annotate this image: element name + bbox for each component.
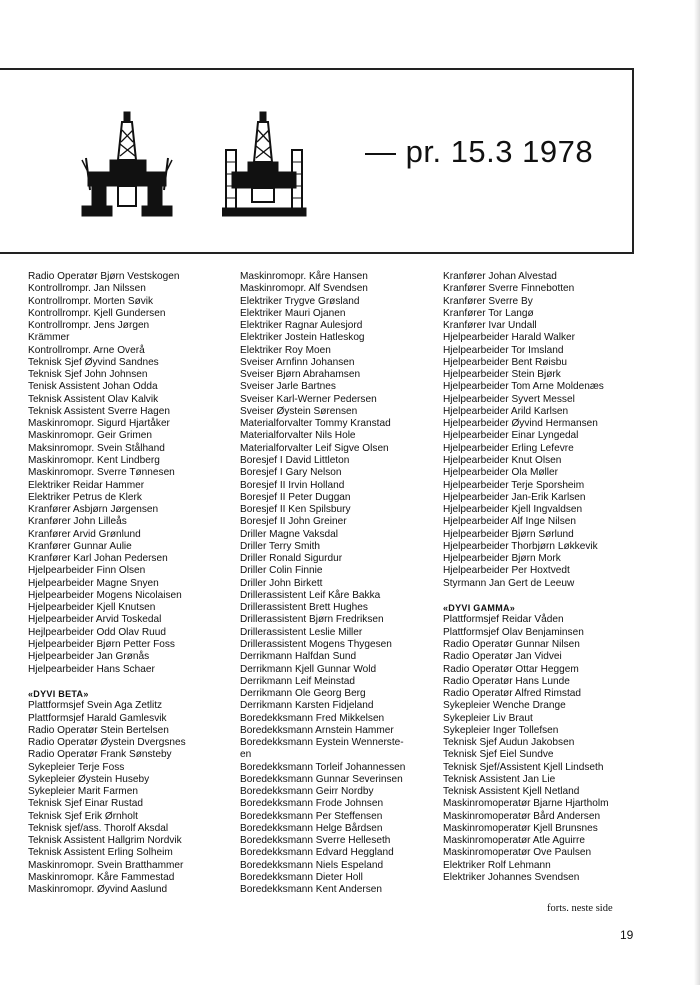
roster-entry: Kontrollrompr. Kjell Gundersen bbox=[28, 307, 166, 319]
roster-entry: Elektriker Roy Moen bbox=[240, 344, 331, 356]
roster-entry: Materialforvalter Nils Hole bbox=[240, 430, 356, 442]
roster-entry: Elektriker Rolf Lehmann bbox=[443, 859, 551, 871]
header-date: — pr. 15.3 1978 bbox=[365, 134, 594, 169]
spacer bbox=[28, 676, 233, 688]
roster-entry: Sykepleier Marit Farmen bbox=[28, 786, 138, 798]
roster-entry: Boredekksmann Gunnar Severinsen bbox=[240, 773, 403, 785]
roster-entry: Maksinromopr. Svein Stålhand bbox=[28, 442, 165, 454]
roster-entry: Plattformsjef Reidar Våden bbox=[443, 614, 564, 626]
roster-entry: Kranfører Tor Langø bbox=[443, 307, 534, 319]
roster-entry: Boredekksmann Niels Espeland bbox=[240, 859, 384, 871]
roster-entry: Hjelpearbeider Bjørn Petter Foss bbox=[28, 638, 175, 650]
roster-entry: Radio Operatør Hans Lunde bbox=[443, 675, 570, 687]
section-heading: «DYVI GAMMA» bbox=[443, 603, 516, 614]
roster-entry: Boresjef II John Greiner bbox=[240, 516, 347, 528]
roster-entry: Hejlpearbeider Odd Olav Ruud bbox=[28, 626, 167, 638]
roster-entry: Boresjef I Gary Nelson bbox=[240, 467, 342, 479]
roster-entry: Elektriker Johannes Svendsen bbox=[443, 872, 580, 884]
roster-entry: Teknisk Assistent Erling Solheim bbox=[28, 847, 173, 859]
roster-entry: Hjelpearbeider Harald Walker bbox=[443, 332, 576, 344]
roster-entry: Hjelpearbeider Syvert Messel bbox=[443, 393, 575, 405]
roster-entry: Teknisk Assistent Sverre Hagen bbox=[28, 405, 170, 417]
roster-entry: Boredekksmann Eystein Wennerste- bbox=[240, 737, 404, 749]
roster-entry: Boredekksmann Edvard Heggland bbox=[240, 847, 394, 859]
roster-entry: Radio Operatør Frank Sønsteby bbox=[28, 749, 172, 761]
roster-entry: Radio Operatør Øystein Dvergsnes bbox=[28, 737, 186, 749]
roster-entry: Maskinromopr. Sverre Tønnesen bbox=[28, 467, 175, 479]
roster-entry: Boredekksmann Arnstein Hammer bbox=[240, 724, 394, 736]
roster-entry: Hjelpearbeider Tom Arne Moldenæs bbox=[443, 381, 604, 393]
roster-entry: Hjelpearbeider Alf Inge Nilsen bbox=[443, 516, 576, 528]
roster-entry: Hjelpearbeider Stein Bjørk bbox=[443, 369, 561, 381]
roster-entry: Derrikmann Leif Meinstad bbox=[240, 675, 356, 687]
roster-entry: Kranfører Gunnar Aulie bbox=[28, 540, 132, 552]
roster-entry: Kranfører Sverre Finnebotten bbox=[443, 283, 575, 295]
roster-entry: Materialforvalter Leif Sigve Olsen bbox=[240, 442, 389, 454]
roster-entry: Styrmann Jan Gert de Leeuw bbox=[443, 577, 575, 589]
roster-entry: Kontrollrompr. Jens Jørgen bbox=[28, 320, 150, 332]
roster-entry: Elektriker Jostein Hatleskog bbox=[240, 332, 365, 344]
roster-entry: Hjelpearbeider Knut Olsen bbox=[443, 454, 562, 466]
roster-entry: Hjelpearbeider Terje Sporsheim bbox=[443, 479, 585, 491]
roster-entry: Hjelpearbeider Kjell Knutsen bbox=[28, 602, 156, 614]
roster-entry: Drillerassistent Mogens Thygesen bbox=[240, 638, 392, 650]
roster-entry: Drillerassistent Leif Kåre Bakka bbox=[240, 589, 381, 601]
roster-entry: Teknisk Sjef John Johnsen bbox=[28, 369, 148, 381]
roster-entry: Materialforvalter Tommy Kranstad bbox=[240, 418, 391, 430]
roster-entry: Teknisk sjef/ass. Thorolf Aksdal bbox=[28, 822, 169, 834]
roster-entry: Radio Operatør Stein Bertelsen bbox=[28, 724, 169, 736]
roster-entry: Maskinromopr. Øyvind Aaslund bbox=[28, 884, 168, 896]
roster-entry: Driller Magne Vaksdal bbox=[240, 528, 338, 540]
roster-entry: Hjelpearbeider Arvid Toskedal bbox=[28, 614, 162, 626]
roster-entry: Hjelpearbeider Thorbjørn Løkkevik bbox=[443, 540, 598, 552]
roster-column-3 bbox=[443, 271, 668, 884]
roster-entry: Maskinromoperatør Bård Andersen bbox=[443, 810, 601, 822]
roster-entry: Plattformsjef Olav Benjaminsen bbox=[443, 626, 584, 638]
roster-entry: Maskinromopr. Sigurd Hjartåker bbox=[28, 418, 170, 430]
roster-entry: Derrikmann Ole Georg Berg bbox=[240, 688, 366, 700]
roster-entry: Elektriker Reidar Hammer bbox=[28, 479, 145, 491]
roster-entry: en bbox=[240, 749, 252, 761]
roster-entry: Sykepleier Inger Tollefsen bbox=[443, 724, 559, 736]
roster-entry: Krämmer bbox=[28, 332, 70, 344]
roster-entry: Radio Operatør Alfred Rimstad bbox=[443, 688, 582, 700]
roster-entry: Hjelpearbeider Ola Møller bbox=[443, 467, 558, 479]
roster-entry: Hjelpearbeider Erling Lefevre bbox=[443, 442, 574, 454]
roster-entry: Radio Operatør Jan Vidvei bbox=[443, 651, 562, 663]
roster-entry: Hjelpearbeider Øyvind Hermansen bbox=[443, 418, 598, 430]
roster-entry: Hjelpearbeider Tor Imsland bbox=[443, 344, 564, 356]
roster-entry: Boredekksmann Fred Mikkelsen bbox=[240, 712, 385, 724]
roster-entry: Sykepleier Øystein Huseby bbox=[28, 773, 150, 785]
roster-entry: Boredekksmann Geirr Nordby bbox=[240, 786, 374, 798]
roster-entry: Teknisk Sjef Einar Rustad bbox=[28, 798, 144, 810]
section-heading: «DYVI BETA» bbox=[28, 689, 89, 700]
roster-entry: Boredekksmann Torleif Johannessen bbox=[240, 761, 406, 773]
page-number: 19 bbox=[620, 928, 634, 942]
roster-entry: Boredekksmann Kent Andersen bbox=[240, 884, 382, 896]
continued-note: forts. neste side bbox=[547, 903, 613, 914]
roster-entry: Boredekksmann Per Steffensen bbox=[240, 810, 383, 822]
roster-entry: Sykepleier Terje Foss bbox=[28, 761, 125, 773]
roster-entry: Teknisk Sjef/Assistent Kjell Lindseth bbox=[443, 761, 604, 773]
roster-entry: Boredekksmann Frode Johnsen bbox=[240, 798, 384, 810]
roster-entry: Kranfører Karl Johan Pedersen bbox=[28, 553, 168, 565]
roster-entry: Hjelpearbeider Bjørn Mork bbox=[443, 553, 561, 565]
roster-entry: Kranfører Arvid Grønlund bbox=[28, 528, 141, 540]
roster-entry: Hjelpearbeider Mogens Nicolaisen bbox=[28, 589, 182, 601]
roster-entry: Teknisk Sjef Øyvind Sandnes bbox=[28, 356, 159, 368]
roster-entry: Derrikmann Kjell Gunnar Wold bbox=[240, 663, 377, 675]
roster-entry: Drillerassistent Leslie Miller bbox=[240, 626, 363, 638]
roster-entry: Hjelpearbeider Bent Røisbu bbox=[443, 356, 567, 368]
roster-entry: Plattformsjef Svein Aga Zetlitz bbox=[28, 700, 163, 712]
roster-entry: Derrikmann Karsten Fidjeland bbox=[240, 700, 374, 712]
roster-entry: Elektriker Petrus de Klerk bbox=[28, 491, 142, 503]
page-edge bbox=[694, 0, 700, 985]
roster-entry: Sveiser Bjørn Abrahamsen bbox=[240, 369, 361, 381]
roster-entry: Sveiser Øystein Sørensen bbox=[240, 405, 358, 417]
roster-entry: Radio Operatør Ottar Heggem bbox=[443, 663, 579, 675]
roster-entry: Maskinromoperatør Atle Aguirre bbox=[443, 835, 585, 847]
roster-entry: Maskinromoperatør Kjell Brunsnes bbox=[443, 822, 598, 834]
roster-entry: Boresjef I David Littleton bbox=[240, 454, 350, 466]
roster-entry: Teknisk Assistent Hallgrim Nordvik bbox=[28, 835, 182, 847]
header-box bbox=[0, 68, 634, 254]
roster-entry: Hjelpearbeider Kjell Ingvaldsen bbox=[443, 504, 583, 516]
roster-entry: Sykepleier Liv Braut bbox=[443, 712, 533, 724]
roster-entry: Maskinromopr. Svein Bratthammer bbox=[28, 859, 184, 871]
roster-entry: Teknisk Sjef Erik Ørnholt bbox=[28, 810, 138, 822]
roster-entry: Boredekksmann Dieter Holl bbox=[240, 872, 363, 884]
roster-entry: Driller Colin Finnie bbox=[240, 565, 323, 577]
roster-entry: Boresjef II Ken Spilsbury bbox=[240, 504, 351, 516]
roster-entry: Elektriker Trygve Grøsland bbox=[240, 295, 360, 307]
roster-entry: Kranfører John Lilleås bbox=[28, 516, 127, 528]
roster-entry: Maskinromoperatør Ove Paulsen bbox=[443, 847, 592, 859]
roster-entry: Driller John Birkett bbox=[240, 577, 323, 589]
roster-entry: Sveiser Arnfinn Johansen bbox=[240, 356, 355, 368]
roster-entry: Boredekksmann Sverre Helleseth bbox=[240, 835, 391, 847]
spacer bbox=[443, 590, 668, 602]
roster-entry: Boresjef II Peter Duggan bbox=[240, 491, 351, 503]
roster-entry: Driller Ronald Sigurdur bbox=[240, 553, 343, 565]
roster-entry: Plattformsjef Harald Gamlesvik bbox=[28, 712, 167, 724]
roster-entry: Boredekksmann Helge Bårdsen bbox=[240, 822, 383, 834]
roster-entry: Teknisk Sjef Eiel Sundve bbox=[443, 749, 554, 761]
roster-entry: Tenisk Assistent Johan Odda bbox=[28, 381, 158, 393]
roster-entry: Hjelpearbeider Per Hoxtvedt bbox=[443, 565, 570, 577]
roster-entry: Maskinromopr. Kåre Hansen bbox=[240, 271, 368, 282]
roster-entry: Radio Operatør Bjørn Vestskogen bbox=[28, 271, 180, 282]
roster-entry: Kranfører Johan Alvestad bbox=[443, 271, 557, 282]
roster-entry: Hjelpearbeider Arild Karlsen bbox=[443, 405, 569, 417]
roster-entry: Hjelpearbeider Jan-Erik Karlsen bbox=[443, 491, 586, 503]
roster-entry: Kranfører Ivar Undall bbox=[443, 320, 537, 332]
roster-entry: Maskinromopr. Alf Svendsen bbox=[240, 283, 368, 295]
roster-entry: Hjelpearbeider Hans Schaer bbox=[28, 663, 155, 675]
roster-entry: Sykepleier Wenche Drange bbox=[443, 700, 566, 712]
roster-entry: Elektriker Ragnar Aulesjord bbox=[240, 320, 363, 332]
roster-entry: Boresjef II Irvin Holland bbox=[240, 479, 345, 491]
roster-entry: Teknisk Assistent Jan Lie bbox=[443, 773, 556, 785]
roster-entry: Sveiser Karl-Werner Pedersen bbox=[240, 393, 377, 405]
roster-column-1 bbox=[28, 271, 233, 897]
roster-entry: Maskinromopr. Kent Lindberg bbox=[28, 454, 160, 466]
roster-entry: Kranfører Asbjørn Jørgensen bbox=[28, 504, 159, 516]
roster-entry: Kontrollrompr. Morten Søvik bbox=[28, 295, 154, 307]
roster-entry: Teknisk Assistent Kjell Netland bbox=[443, 786, 580, 798]
roster-entry: Driller Terry Smith bbox=[240, 540, 321, 552]
roster-entry: Elektriker Mauri Ojanen bbox=[240, 307, 346, 319]
roster-entry: Maskinromopr. Kåre Fammestad bbox=[28, 872, 175, 884]
roster-entry: Hjelpearbeider Magne Snyen bbox=[28, 577, 159, 589]
roster-entry: Maskinromoperatør Bjarne Hjartholm bbox=[443, 798, 609, 810]
roster-entry: Hjelpearbeider Jan Grønås bbox=[28, 651, 150, 663]
roster-entry: Drillerassistent Bjørn Fredriksen bbox=[240, 614, 384, 626]
roster-entry: Maskinromopr. Geir Grimen bbox=[28, 430, 152, 442]
roster-entry: Hjelpearbeider Einar Lyngedal bbox=[443, 430, 579, 442]
roster-entry: Kontrollrompr. Arne Overå bbox=[28, 344, 145, 356]
drilling-rig-icon bbox=[222, 110, 307, 220]
roster-entry: Kranfører Sverre By bbox=[443, 295, 533, 307]
drilling-rig-icon bbox=[80, 110, 175, 220]
roster-entry: Hjelpearbeider Bjørn Sørlund bbox=[443, 528, 574, 540]
roster-entry: Kontrollrompr. Jan Nilssen bbox=[28, 283, 146, 295]
roster-entry: Teknisk Sjef Audun Jakobsen bbox=[443, 737, 575, 749]
roster-entry: Hjelpearbeider Finn Olsen bbox=[28, 565, 146, 577]
roster-column-2 bbox=[240, 271, 440, 897]
roster-entry: Radio Operatør Gunnar Nilsen bbox=[443, 638, 580, 650]
roster-entry: Teknisk Assistent Olav Kalvik bbox=[28, 393, 159, 405]
roster-entry: Derrikmann Halfdan Sund bbox=[240, 651, 357, 663]
roster-entry: Sveiser Jarle Bartnes bbox=[240, 381, 336, 393]
roster-entry: Drillerassistent Brett Hughes bbox=[240, 602, 368, 614]
